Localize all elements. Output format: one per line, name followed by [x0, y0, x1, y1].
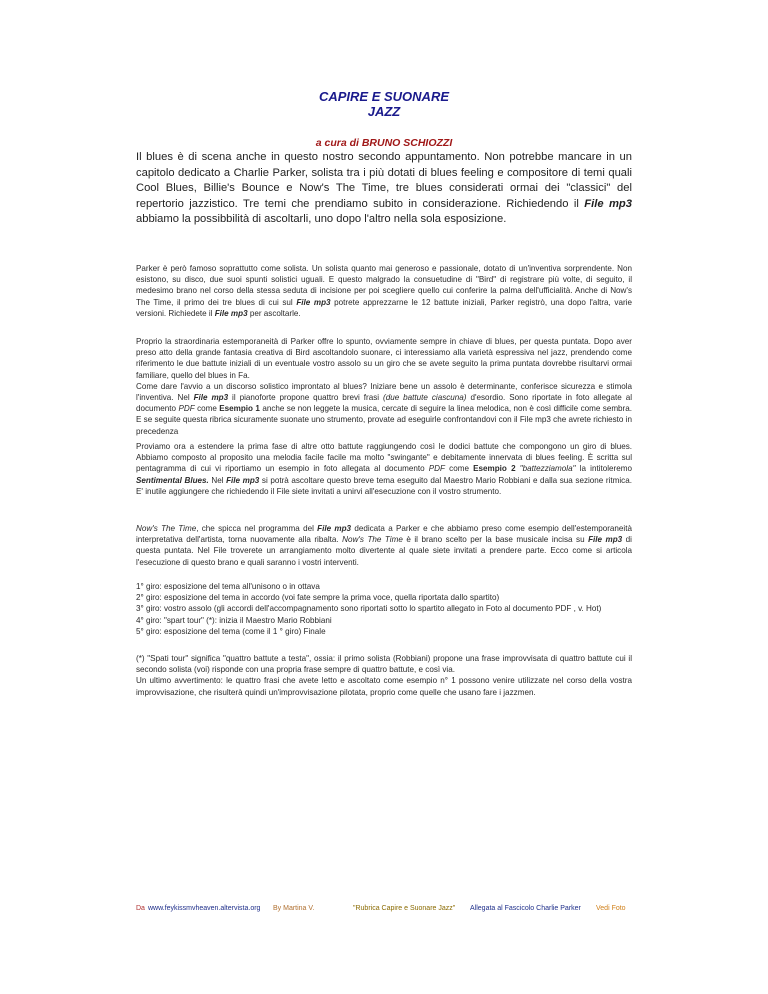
p3-text: Proviamo ora a estendere la prima fase di altre otto battute raggiungendo così le dodici battute che compongono un giro di blues. Abbiamo composto al proposito una melodia facile facile ma molto "swingante" e debitamente innervata di blues feeling. È scritta sul pentagramma di cui vi riportiamo un esempio in foto allegata al documento — [136, 442, 632, 474]
paragraph-nows-the-time — [136, 523, 632, 568]
p4-title-2: Now's The Time — [342, 535, 403, 545]
p1-text-3: per ascoltarle. — [247, 308, 301, 318]
list-item: 4° giro: "spart tour" (*): inizia il Maestro Mario Robbiani — [136, 615, 332, 625]
p3-text-5: Nel — [208, 475, 227, 485]
p2-mp3: File mp3 — [193, 393, 229, 403]
p2-italic: (due battute ciascuna) — [383, 393, 467, 403]
p4-text-3: è il brano scelto per la base musicale incisa su — [402, 535, 589, 545]
note-text-2: Un ultimo avvertimento: le quattro frasi che avete letto e ascoltato come esempio n° 1 possono venire utilizzate nel corso della vostra improvvisazione, che risulterà quindi un'improvvisazione pilotata, proprio come quelle che usano fare i jazzmen. — [136, 676, 632, 697]
p3-pdf: PDF — [428, 464, 445, 474]
curator-name: BRUNO SCHIOZZI — [361, 137, 453, 149]
p4-title: Now's The Time — [136, 524, 197, 533]
p2-text-5: come — [194, 404, 220, 414]
p4-mp3: File mp3 — [317, 524, 352, 533]
round-list — [136, 581, 632, 637]
p4-mp3-2: File mp3 — [588, 535, 623, 545]
p1-text: Parker è però famoso soprattutto come solista. Un solista quanto mai generoso e passionale, dotato di un'inventiva sorprendente. Non esistono, su disco, due suoi spunti solistici uguali. E questo malgrado la consuetudine di "Bird" di registrare più volte, di seguito, il medesimo brano nel corso della stessa seduta di incisione per poi scegliere quello cui conferire la palma dell'ufficialità. Anche di Now's The Time, il primo dei tre blues di cui sul — [136, 264, 632, 307]
intro-paragraph — [136, 150, 632, 228]
p2-text-2: Come dare l'avvio a un discorso solistico improntato al blues? Iniziare bene un assolo è determinante, conferisce sicurezza e stimola l'inventiva. Nel — [136, 381, 632, 403]
footer-rubrica: "Rubrica Capire e Suonare Jazz" — [353, 905, 456, 912]
p2-text-4: d'esordio. Sono riportate in foto allegate al documento — [136, 393, 632, 414]
p2-text-6: anche se non leggete la musica, cercate di seguire la linea melodica, non è così difficile come sembra. E se seguite questa ribrica sicuramente suonate uno strumento, provate ad eseguirle confrontandovi con il File mp3 che avrete richiesto in precedenza — [136, 404, 633, 436]
p2-pdf: PDF — [178, 404, 195, 414]
list-item: 1° giro: esposizione del tema all'unisono o in ottava — [136, 582, 320, 591]
p3-title: Sentimental Blues. — [136, 475, 209, 485]
p4-text-2: dedicata a Parker e che abbiamo preso come esempio dell'estemporaneità interpretativa dell'artista, torna nuovamente alla ribalta. — [136, 524, 632, 545]
footer-author: By Martina V. — [273, 905, 315, 912]
p1-text-2: potrete apprezzarne le 12 battute iniziali, Parker registrò, una dopo l'altra, varie versioni. Richiedete il — [136, 297, 632, 318]
p3-text-4: la intitoleremo — [575, 464, 632, 474]
paragraph-sentimental-blues — [136, 441, 632, 497]
intro-mp3: File mp3 — [584, 197, 632, 210]
footer-vedi-foto-link[interactable]: Vedi Foto — [596, 905, 626, 912]
footer-da: Da — [136, 905, 145, 912]
list-item: 5° giro: esposizione del tema (come il 1 ° giro) Finale — [136, 626, 326, 636]
footer-site-link[interactable]: www.feykissmvheaven.altervista.org — [148, 905, 261, 912]
p3-text-6: si potrà ascoltare questo breve tema eseguito dal Maestro Mario Robbiani e dalla sua sezione ritmica. E' inutile aggiungere che richiedendo il File siete invitati a unirvi all'esecuzione con il vostro strumento. — [136, 475, 632, 496]
document-title — [0, 89, 768, 119]
title-line-1: CAPIRE E SUONARE — [318, 89, 450, 104]
p3-text-2: come — [444, 464, 474, 474]
note-text: (*) "Spati tour" significa "quattro battute a testa", ossia: il primo solista (Robbiani) propone una frase improvvisata di quattro battute cui il secondo solista (voi) risponde con una propria frase sempre di quattro battute, e così via. — [136, 654, 632, 675]
p1-mp3-2: File mp3 — [214, 308, 248, 318]
curator-prefix: a cura di — [315, 137, 362, 149]
p3-esempio-2: Esempio 2 — [473, 464, 516, 474]
p2-text: Proprio la straordinaria estemporaneità di Parker offre lo spunto, ovviamente sempre in chiave di blues, per questa puntata. Dopo aver preso atto della grande fantasia creativa di Bird ascoltandolo suonare, ci interessiamo alla varietà espressiva nel jazz, prendendo come riferimento le due battute iniziali di un eventuale vostro assolo su un giro che se avete seguito la prima puntata dovrebbe risultarvi ormai familiare, quello del blues in Fa. — [136, 337, 632, 380]
p1-mp3: File mp3 — [296, 297, 331, 307]
footer-allegata: Allegata al Fascicolo Charlie Parker — [470, 905, 581, 912]
intro-text: Il blues è di scena anche in questo nostro secondo appuntamento. Non potrebbe mancare in un capitolo dedicato a Charlie Parker, solista tra i più dotati di blues feeling e compositore di temi quali Cool Blues, Billie's Bounce e Now's The Time, tre blues considerati ormai dei "classici" del repertorio jazzistico. Tre temi che prendiamo subito in considerazione. Richiedendo il — [136, 151, 632, 210]
p3-quote: "battezziamola" — [519, 464, 576, 474]
list-item: 2° giro: esposizione del tema in accordo (voi fate sempre la prima voce, quella riportata dallo spartito) — [136, 593, 500, 603]
intro-text-end: abbiamo la possibbilità di ascoltarli, uno dopo l'altro nella sola esposizione. — [136, 213, 507, 225]
title-line-2: JAZZ — [367, 104, 401, 119]
p4-text: , che spicca nel programma del — [196, 524, 318, 533]
list-item: 3° giro: vostro assolo (gli accordi dell'accompagnamento sono riportati sotto lo spartito allegato in Foto al documento PDF , v. Hot) — [136, 604, 602, 614]
p3-mp3: File mp3 — [226, 475, 260, 485]
p2-esempio-1: Esempio 1 — [219, 404, 260, 414]
paragraph-estemporaneita — [136, 336, 632, 437]
paragraph-footnote — [136, 653, 632, 698]
p4-text-4: di questa puntata. Nel File troverete un arrangiamento molto divertente al quale siete invitati a prendere parte. Ecco come si articola l'esecuzione di questo brano e quali saranno i vostri interventi. — [136, 535, 632, 567]
paragraph-parker-soloist — [136, 263, 632, 319]
p2-text-3: il pianoforte propone quattro brevi frasi — [228, 393, 384, 403]
curator-line — [0, 137, 768, 150]
